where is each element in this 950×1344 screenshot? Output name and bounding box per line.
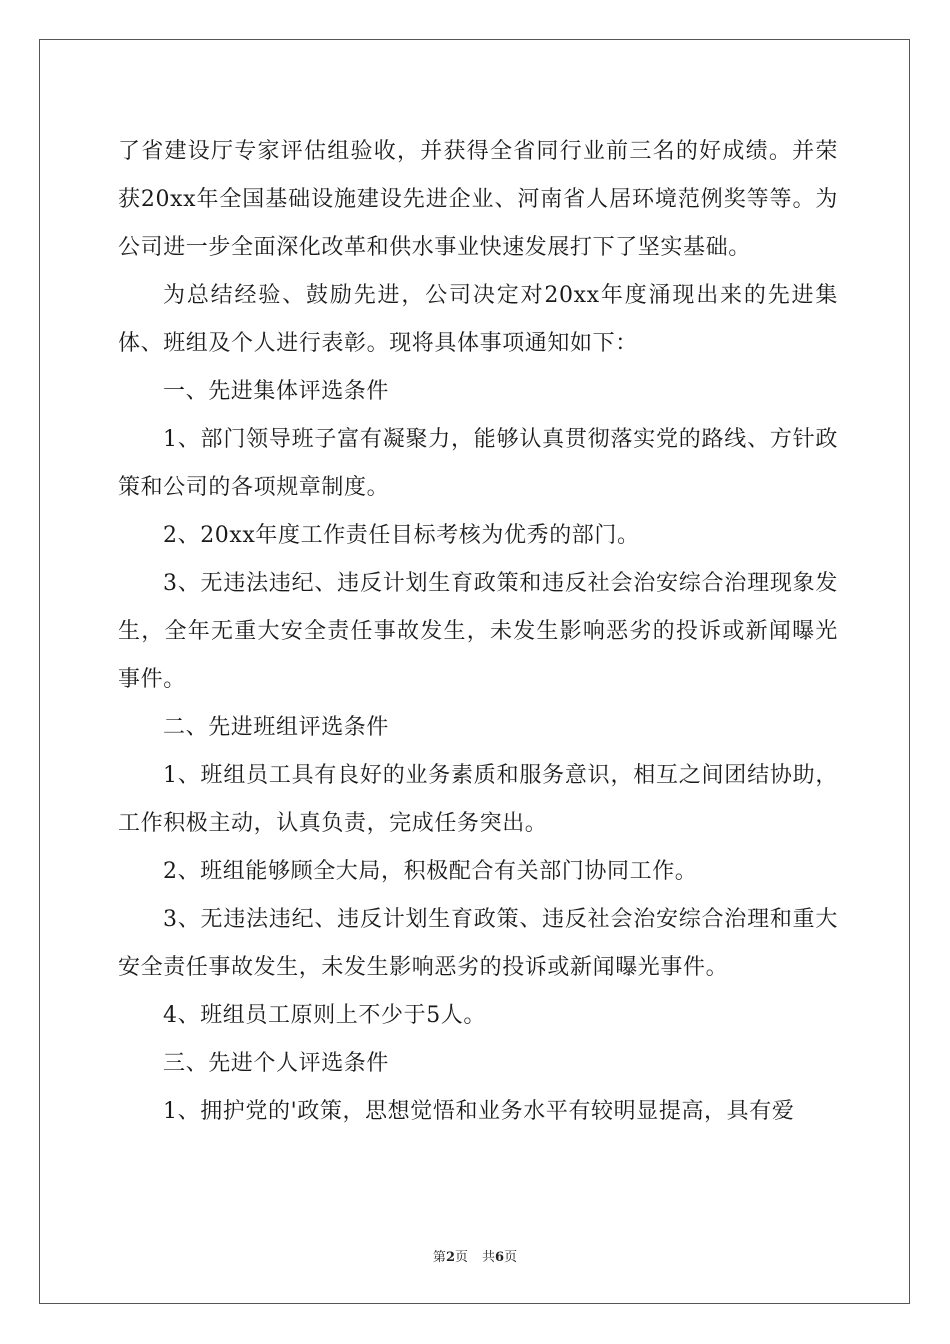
total-prefix: 共	[482, 1250, 496, 1265]
team-criterion-3: 3、无违法违纪、违反计划生育政策、违反社会治安综合治理和重大安全责任事故发生，未发生影响恶劣的投诉或新闻曝光事件。	[118, 907, 838, 980]
team-criterion-2: 2、班组能够顾全大局，积极配合有关部门协同工作。	[163, 859, 698, 884]
section-heading-individual: 三、先进个人评选条件	[163, 1051, 390, 1076]
team-criterion-4: 4、班组员工原则上不少于5人。	[163, 1003, 486, 1028]
collective-criterion-2: 2、20xx年度工作责任目标考核为优秀的部门。	[163, 523, 640, 548]
collective-criterion-1: 1、部门领导班子富有凝聚力，能够认真贯彻落实党的路线、方针政策和公司的各项规章制度。	[118, 427, 838, 500]
page-number: 2	[445, 1250, 455, 1265]
page-footer	[0, 1246, 950, 1265]
collective-criterion-3: 3、无违法违纪、违反计划生育政策和违反社会治安综合治理现象发生，全年无重大安全责任事故发生，未发生影响恶劣的投诉或新闻曝光事件。	[118, 571, 838, 692]
page-suffix: 页	[454, 1250, 468, 1265]
total-pages: 6	[495, 1250, 505, 1265]
paragraph-continuation: 了省建设厅专家评估组验收，并获得全省同行业前三名的好成绩。并荣获20xx年全国基础设施建设先进企业、河南省人居环境范例奖等等。为公司进一步全面深化改革和供水事业快速发展打下了坚实基础。	[118, 139, 838, 260]
team-criterion-1: 1、班组员工具有良好的业务素质和服务意识，相互之间团结协助，工作积极主动，认真负责，完成任务突出。	[118, 763, 838, 836]
paragraph-intro: 为总结经验、鼓励先进，公司决定对20xx年度涌现出来的先进集体、班组及个人进行表彰。现将具体事项通知如下：	[118, 283, 838, 356]
document-body	[118, 128, 838, 1136]
individual-criterion-1: 1、拥护党的'政策，思想觉悟和业务水平有较明显提高，具有爱	[163, 1099, 795, 1124]
total-suffix: 页	[504, 1250, 518, 1265]
page-prefix: 第	[432, 1250, 446, 1265]
section-heading-team: 二、先进班组评选条件	[163, 715, 390, 740]
section-heading-collective: 一、先进集体评选条件	[163, 379, 390, 404]
